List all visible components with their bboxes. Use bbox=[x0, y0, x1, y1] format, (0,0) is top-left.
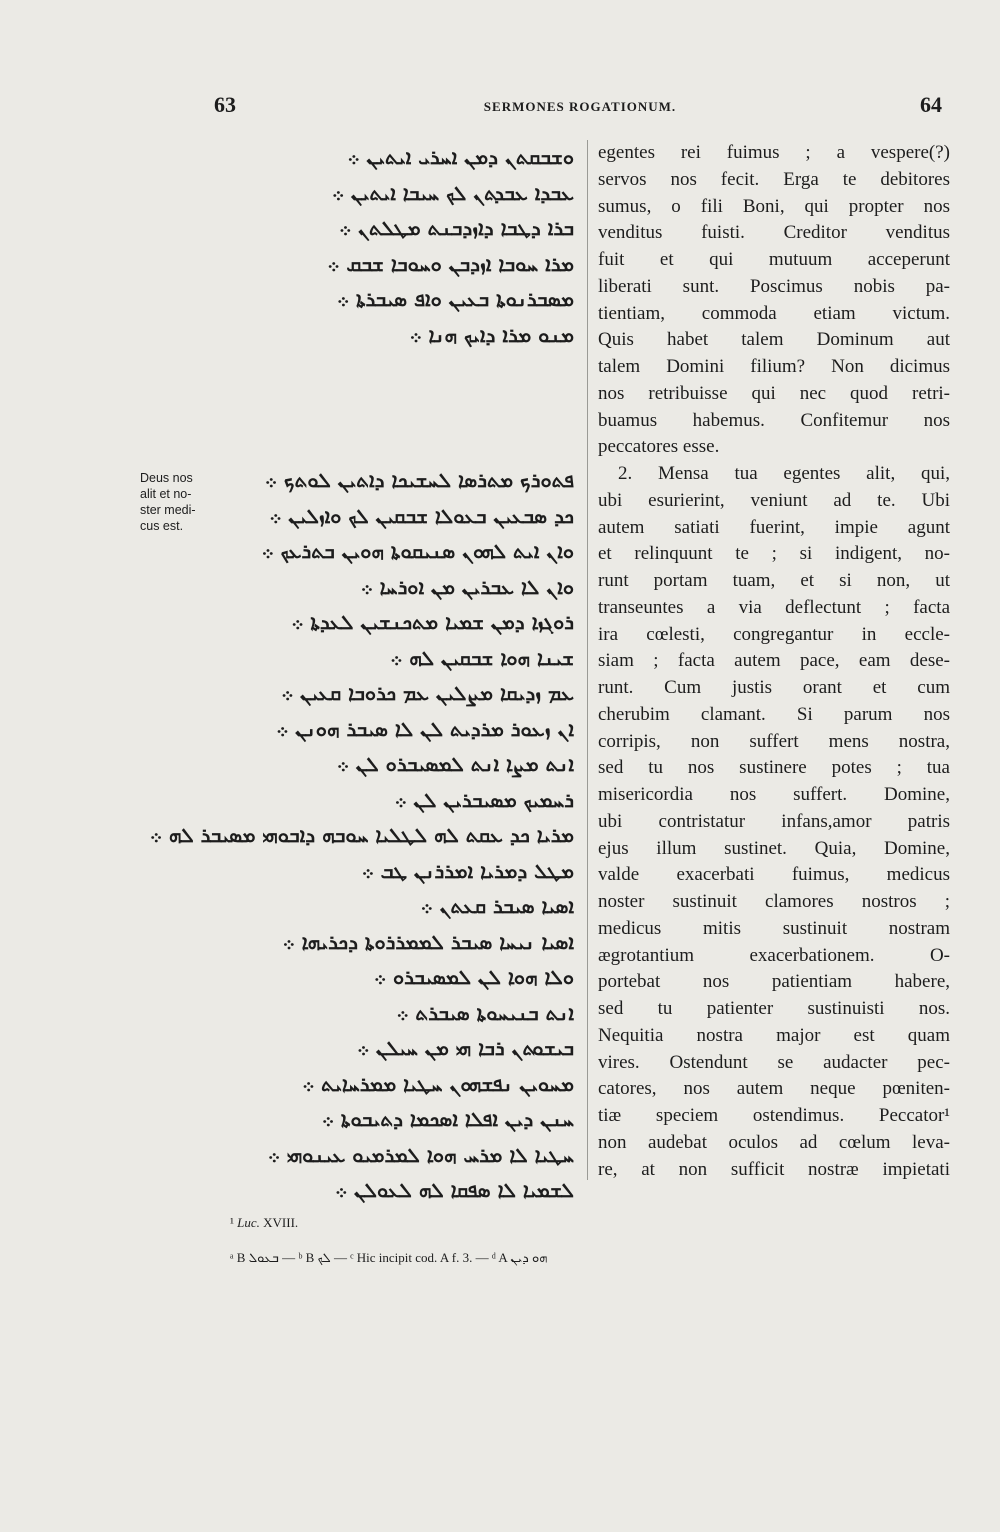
latin-line: portebat nos patientiam habere, bbox=[598, 971, 950, 993]
latin-line: sumus, o fili Boni, qui propter nos bbox=[598, 195, 950, 217]
latin-line: ejus illum sustinet. Quia, Domine, bbox=[598, 837, 950, 859]
page-header bbox=[0, 92, 1000, 122]
syriac-line: ܥܡ ܙܕܝܩܐ ܡܨܠܝܢ ܥܡ ܟܪܘܒܐ ܩܥܝܢ ܀ bbox=[281, 681, 574, 705]
latin-line: ira cœlesti, congregantur in eccle- bbox=[598, 623, 950, 645]
latin-line: valde exacerbati fuimus, medicus bbox=[598, 864, 950, 886]
latin-line: ubi contristatur infans,amor patris bbox=[598, 810, 950, 832]
latin-line: transeuntes a via deflectunt ; facta bbox=[598, 596, 950, 618]
latin-line: liberati sunt. Poscimus nobis pa- bbox=[598, 275, 950, 297]
latin-line: venditus fuisti. Creditor venditus bbox=[598, 222, 950, 244]
latin-line: vires. Ostendunt se audacter pec- bbox=[598, 1051, 950, 1073]
margin-note-line: Deus nos bbox=[140, 471, 193, 485]
latin-line: et relinquunt te ; si indigent, no- bbox=[598, 543, 950, 565]
latin-line: re, at non sufficit nostræ impietati bbox=[598, 1158, 950, 1180]
latin-line: runt. Cum justis orant et cum bbox=[598, 677, 950, 698]
column-divider bbox=[587, 140, 588, 1180]
syriac-line: ܟܕ ܣܒܥܝܢ ܒܥܘܠܐ ܫܒܩܝܢ ܠܟ ܘܐܙܠܝܢ ܀ bbox=[269, 503, 574, 528]
syriac-line: ܘܐܢ ܐܝܬ ܠܗܘܢ ܣܢܝܩܘܬܐ ܗܘܝܢ ܒܬܪܥܟ ܀ bbox=[261, 539, 574, 563]
latin-line: medicus mitis sustinuit nostram bbox=[598, 917, 950, 939]
syriac-line: ܘܠܐ ܗܘܐ ܠܢ ܠܡܣܝܒܪܘ ܀ bbox=[374, 965, 574, 989]
syriac-line: ܦܬܘܪܟ ܡܬܪܣܐ ܠܚܫܝܟܐ ܕܐܬܝܢ ܠܘܬܟ ܀ bbox=[264, 468, 574, 492]
syriac-line: ܡܚܘܝܢ ܢܦܫܗܘܢ ܚܛܝܐ ܡܡܪܚܐܝܬ ܀ bbox=[302, 1071, 574, 1096]
latin-line: Nequitia nostra major est quam bbox=[598, 1024, 950, 1046]
latin-line: ubi esurierint, veniunt ad te. Ubi bbox=[598, 489, 950, 511]
syriac-line: ܒܝܫܘܬܢ ܪܒܐ ܗܝ ܡܢ ܚܝܠܢ ܀ bbox=[357, 1036, 574, 1060]
latin-line: tiæ speciem ostendimus. Peccator¹ bbox=[598, 1105, 950, 1126]
syriac-line: ܫܝܢܐ ܗܘܐ ܫܒܩܝܢ ܠܗ ܀ bbox=[390, 645, 574, 670]
syriac-line: ܚܢܢ ܕܝܢ ܐܦܠܐ ܐܣܟܡܐ ܕܬܝܒܘܬܐ ܀ bbox=[321, 1107, 574, 1131]
latin-line: tientiam, commoda etiam victum. bbox=[598, 302, 950, 324]
latin-line: egentes rei fuimus ; a vespere(?) bbox=[598, 142, 950, 163]
latin-line: siam ; facta autem pace, eam dese- bbox=[598, 650, 950, 672]
latin-line: cherubim clamant. Si parum nos bbox=[598, 703, 950, 725]
latin-line: ægrotantium exacerbationem. O- bbox=[598, 944, 950, 966]
latin-line: peccatores esse. bbox=[598, 436, 720, 458]
footnote-source: Luc. bbox=[237, 1215, 260, 1230]
latin-line: catores, nos autem neque pœniten- bbox=[598, 1078, 950, 1100]
margin-note-line: alit et no- bbox=[140, 487, 192, 501]
syriac-line: ܡܣܒܪܢܘܬܐ ܒܥܝܢ ܘܐܦ ܣܝܒܪܬܐ ܀ bbox=[337, 287, 574, 311]
footnote-ref: XVIII. bbox=[263, 1215, 299, 1230]
latin-line: 2. Mensa tua egentes alit, qui, bbox=[618, 463, 950, 484]
syriac-line: ܒܪܐ ܕܛܒܐ ܕܐܙܕܒܢܬ ܡܛܠܬܢ ܀ bbox=[339, 216, 574, 240]
latin-line: non audebat oculos ad cœlum leva- bbox=[598, 1131, 950, 1153]
margin-note bbox=[140, 470, 218, 534]
latin-line: servos nos fecit. Erga te debitores bbox=[598, 168, 950, 190]
syriac-line: ܐܢ ܙܥܘܪ ܡܪܕܝܬ ܠܢ ܠܐ ܣܝܒܪ ܗܘܢܢ ܀ bbox=[276, 716, 574, 741]
latin-line: talem Domini filium? Non dicimus bbox=[598, 356, 950, 377]
syriac-line: ܚܛܝܐ ܠܐ ܡܪܚ ܗܘܐ ܠܡܪܡܝܘ ܥܝܢܘܗܝ ܀ bbox=[267, 1142, 574, 1167]
syriac-line: ܡܢܘ ܡܪܐ ܕܐܝܟ ܗܢܐ ܀ bbox=[409, 322, 574, 347]
syriac-line: ܐܣܝܐ ܣܝܒܪ ܩܥܬܢ ܀ bbox=[420, 894, 574, 918]
latin-line: autem satiati fuerint, impie agunt bbox=[598, 516, 950, 538]
syriac-line: ܐܢܬ ܒܢܝܚܘܬܐ ܣܝܒܪܬ ܀ bbox=[396, 1000, 574, 1025]
syriac-line: ܡܪܐ ܚܘܒܐ ܐܙܕܒܢ ܘܚܘܒܐ ܫܒܩ ܀ bbox=[327, 251, 574, 276]
latin-line: nos retribuisse qui nec quod retri- bbox=[598, 382, 950, 404]
latin-line: runt portam tuam, et si non, ut bbox=[598, 570, 950, 591]
left-page-number: 63 bbox=[214, 92, 236, 117]
syriac-line: ܡܪܝܐ ܟܕ ܥܩܬ ܠܗ ܠܛܠܝܐ ܚܘܒܗ ܕܐܒܘܗܝ ܡܣܝܒܪ ܠܗ ܀ bbox=[149, 823, 574, 847]
right-page-number: 64 bbox=[920, 92, 942, 117]
latin-text-column bbox=[598, 140, 950, 1183]
syriac-line: ܥܒܕܐ ܥܒܕܬܢ ܠܟ ܚܝܒܐ ܐܝܬܝܢ ܀ bbox=[332, 180, 574, 205]
syriac-line: ܐܢܬ ܡܨܐ ܐܢܬ ܠܡܣܝܒܪܘ ܠܢ ܀ bbox=[336, 752, 574, 776]
running-title: SERMONES ROGATIONUM. bbox=[483, 99, 677, 114]
syriac-line: ܪܚܡܝܟ ܡܣܝܒܪܝܢ ܠܢ ܀ bbox=[394, 787, 574, 812]
syriac-line: ܡܛܠ ܕܡܪܝܐ ܐܡܪܪܢܢ ܛܒ ܀ bbox=[361, 858, 574, 883]
syriac-line: ܠܫܡܝܐ ܠܐ ܣܦܩܐ ܠܗ ܠܥܘܠܢ ܀ bbox=[335, 1178, 574, 1202]
paragraph-gap bbox=[218, 353, 574, 463]
footnote-variants: ᵃ B ܒܥܘܠ — ᵇ B ܠܟ — ᶜ Hic incipit cod. A f. 3. — ᵈ A ܗܘ ܕܝܢ bbox=[230, 1250, 548, 1265]
footnote-scripture bbox=[230, 1215, 298, 1231]
syriac-line: ܘܫܒܩܬܢ ܕܡܢ ܐܚܪܝ ܐܝܬܝܢ ܀ bbox=[347, 145, 574, 169]
margin-note-line: cus est. bbox=[140, 519, 184, 533]
latin-line: noster sustinuit clamores nostros ; bbox=[598, 891, 950, 912]
syriac-line: ܪܘܓܙܐ ܕܡܢ ܫܡܝܐ ܡܬܟܢܫܝܢ ܠܥܕܬܐ ܀ bbox=[291, 610, 574, 634]
syriac-line: ܐܣܝܐ ܢܝܚܐ ܣܝܒܪ ܠܡܡܪܪܘܬܐ ܕܟܪܝܗܐ ܀ bbox=[282, 929, 574, 954]
latin-line: misericordia nos suffert. Domine, bbox=[598, 784, 950, 805]
syriac-line: ܘܐܢ ܠܐ ܥܒܪܝܢ ܡܢ ܐܘܪܚܐ ܀ bbox=[360, 574, 574, 599]
latin-line: buamus habemus. Confitemur nos bbox=[598, 409, 950, 431]
latin-line: fuit et qui mutuum acceperunt bbox=[598, 249, 950, 270]
margin-note-line: ster medi- bbox=[140, 503, 196, 517]
latin-line: Quis habet talem Dominum aut bbox=[598, 329, 950, 351]
latin-line: sed tu nos sustinere potes ; tua bbox=[598, 757, 950, 779]
latin-line: sed tu patienter sustinuisti nos. bbox=[598, 998, 950, 1019]
footnote-marker: ¹ bbox=[230, 1215, 234, 1230]
latin-line: corripis, non suffert mens nostra, bbox=[598, 730, 950, 752]
